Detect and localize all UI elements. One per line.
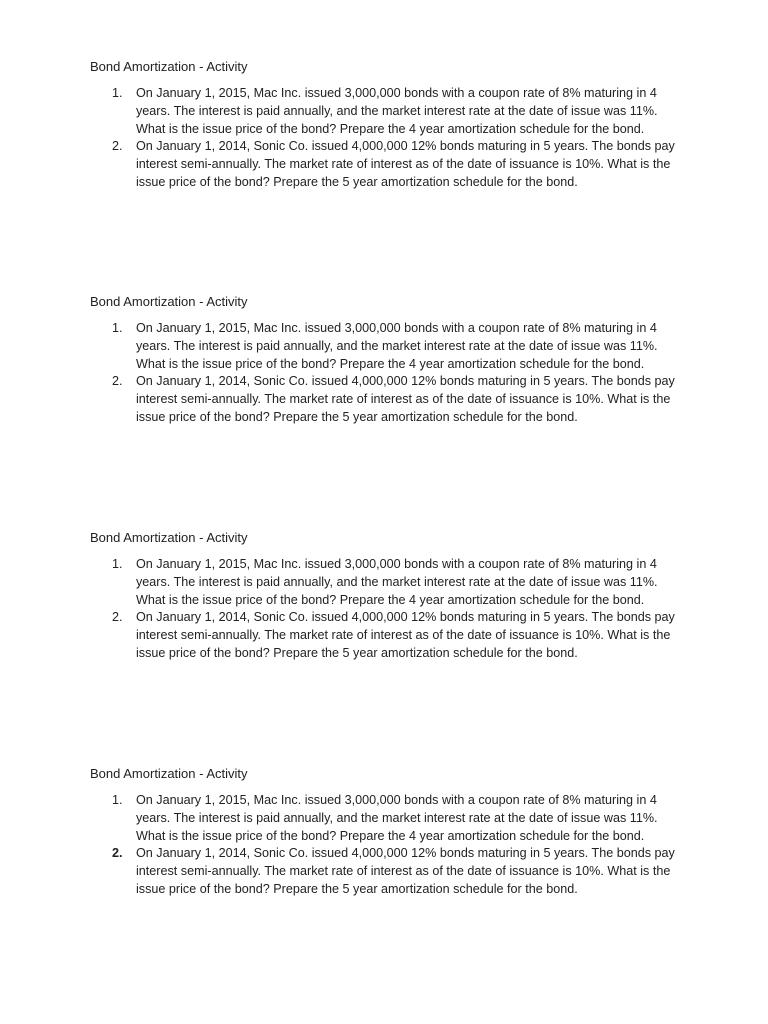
activity-section bbox=[90, 765, 680, 899]
question-number: 1. bbox=[112, 557, 123, 571]
question-number: 1. bbox=[112, 86, 123, 100]
section-title: Bond Amortization - Activity bbox=[90, 766, 248, 781]
question-list bbox=[90, 320, 680, 427]
question-item bbox=[90, 556, 680, 609]
question-text: On January 1, 2014, Sonic Co. issued 4,000,000 12% bonds maturing in 5 years. The bonds pay interest semi-annually. The market rate of interest as of the date of issuance is 10%. What is the issue price of the bond? Prepare the 5 year amortization schedule for the bond. bbox=[136, 374, 675, 424]
question-text: On January 1, 2014, Sonic Co. issued 4,000,000 12% bonds maturing in 5 years. The bonds pay interest semi-annually. The market rate of interest as of the date of issuance is 10%. What is the issue price of the bond? Prepare the 5 year amortization schedule for the bond. bbox=[136, 139, 675, 189]
question-number: 2. bbox=[112, 374, 123, 389]
section-title: Bond Amortization - Activity bbox=[90, 294, 248, 309]
question-number: 1. bbox=[112, 321, 123, 335]
question-item bbox=[90, 845, 680, 898]
question-text: On January 1, 2015, Mac Inc. issued 3,000,000 bonds with a coupon rate of 8% maturing in 4 years. The interest is paid annually, and the market interest rate at the date of issue was 11%. What is the issue price of the bond? Prepare the 4 year amortization schedule for the bond. bbox=[136, 793, 658, 843]
question-item bbox=[90, 792, 680, 845]
question-item bbox=[90, 373, 680, 426]
activity-section bbox=[90, 293, 680, 427]
question-item bbox=[90, 320, 680, 373]
question-text: On January 1, 2014, Sonic Co. issued 4,000,000 12% bonds maturing in 5 years. The bonds pay interest semi-annually. The market rate of interest as of the date of issuance is 10%. What is the issue price of the bond? Prepare the 5 year amortization schedule for the bond. bbox=[136, 846, 675, 896]
activity-section bbox=[90, 529, 680, 663]
question-list bbox=[90, 792, 680, 899]
question-number: 1. bbox=[112, 793, 123, 807]
question-text: On January 1, 2014, Sonic Co. issued 4,000,000 12% bonds maturing in 5 years. The bonds pay interest semi-annually. The market rate of interest as of the date of issuance is 10%. What is the issue price of the bond? Prepare the 5 year amortization schedule for the bond. bbox=[136, 610, 675, 660]
question-item bbox=[90, 609, 680, 662]
question-text: On January 1, 2015, Mac Inc. issued 3,000,000 bonds with a coupon rate of 8% maturing in 4 years. The interest is paid annually, and the market interest rate at the date of issue was 11%. What is the issue price of the bond? Prepare the 4 year amortization schedule for the bond. bbox=[136, 557, 658, 607]
question-text: On January 1, 2015, Mac Inc. issued 3,000,000 bonds with a coupon rate of 8% maturing in 4 years. The interest is paid annually, and the market interest rate at the date of issue was 11%. What is the issue price of the bond? Prepare the 4 year amortization schedule for the bond. bbox=[136, 321, 658, 371]
question-list bbox=[90, 85, 680, 192]
question-number: 2. bbox=[112, 846, 123, 861]
question-text: On January 1, 2015, Mac Inc. issued 3,000,000 bonds with a coupon rate of 8% maturing in 4 years. The interest is paid annually, and the market interest rate at the date of issue was 11%. What is the issue price of the bond? Prepare the 4 year amortization schedule for the bond. bbox=[136, 86, 658, 136]
question-item bbox=[90, 85, 680, 138]
question-number: 2. bbox=[112, 610, 123, 625]
question-item bbox=[90, 138, 680, 191]
question-list bbox=[90, 556, 680, 663]
section-title: Bond Amortization - Activity bbox=[90, 59, 248, 74]
question-number: 2. bbox=[112, 139, 123, 154]
section-title: Bond Amortization - Activity bbox=[90, 530, 248, 545]
activity-section bbox=[90, 58, 680, 192]
